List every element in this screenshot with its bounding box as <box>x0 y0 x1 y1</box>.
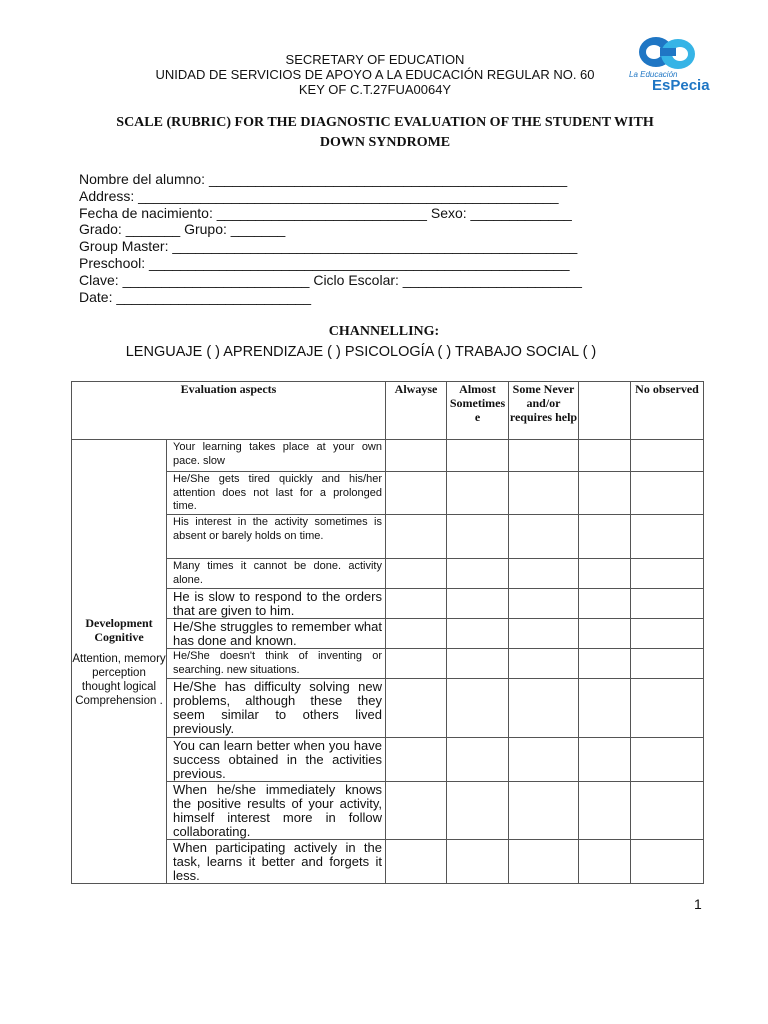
score-cell-never[interactable] <box>579 782 631 840</box>
table-row <box>72 472 704 515</box>
score-cell-almost[interactable] <box>447 679 509 738</box>
score-cell-almost[interactable] <box>447 472 509 515</box>
score-cell-never[interactable] <box>579 559 631 589</box>
field-address[interactable]: Address: ______________________________________________________ <box>79 187 559 204</box>
page-number: 1 <box>694 896 702 912</box>
header-no-observed: No observed <box>631 382 704 440</box>
score-cell-almost[interactable] <box>447 515 509 559</box>
table-row <box>72 679 704 738</box>
field-birthdate-sex[interactable]: Fecha de nacimiento: ___________________________ Sexo: _____________ <box>79 204 572 221</box>
table-row <box>72 559 704 589</box>
title-line-2: DOWN SYNDROME <box>319 135 451 150</box>
score-cell-almost[interactable] <box>447 589 509 619</box>
table-row <box>72 649 704 679</box>
score-cell-always[interactable] <box>386 515 447 559</box>
score-cell-some[interactable] <box>509 559 579 589</box>
field-group-master[interactable]: Group Master: ____________________________________________________ <box>79 238 578 255</box>
table-row <box>72 515 704 559</box>
score-cell-some[interactable] <box>509 589 579 619</box>
score-cell-almost[interactable] <box>447 559 509 589</box>
score-cell-always[interactable] <box>386 619 447 649</box>
aspect-text: Many times it cannot be done. activity alone. <box>167 559 386 589</box>
score-cell-no-observed[interactable] <box>631 782 704 840</box>
score-cell-no-observed[interactable] <box>631 738 704 782</box>
rubric-table <box>71 381 704 884</box>
field-clave-ciclo[interactable]: Clave: ________________________ Ciclo Escolar: _______________________ <box>79 271 582 288</box>
header-always: Alwayse <box>386 382 447 440</box>
logo-small-text: La Educación <box>629 70 678 79</box>
score-cell-always[interactable] <box>386 782 447 840</box>
score-cell-always[interactable] <box>386 589 447 619</box>
score-cell-no-observed[interactable] <box>631 679 704 738</box>
score-cell-almost[interactable] <box>447 840 509 884</box>
field-date[interactable]: Date: _________________________ <box>79 288 312 305</box>
score-cell-never[interactable] <box>579 589 631 619</box>
header-almost-sometimes: Almost Sometimes e <box>447 382 509 440</box>
score-cell-some[interactable] <box>509 515 579 559</box>
score-cell-always[interactable] <box>386 649 447 679</box>
score-cell-always[interactable] <box>386 679 447 738</box>
score-cell-no-observed[interactable] <box>631 440 704 472</box>
especial-logo-icon <box>624 30 710 96</box>
logo-big-text: EsPecial <box>652 77 710 94</box>
table-row <box>72 840 704 884</box>
score-cell-never[interactable] <box>579 840 631 884</box>
field-preschool[interactable]: Preschool: ______________________________________________________ <box>79 254 570 271</box>
aspect-text: When he/she immediately knows the positive results of your activity, himself interest more in follow collaborating. <box>167 782 386 840</box>
table-row <box>72 738 704 782</box>
score-cell-always[interactable] <box>386 472 447 515</box>
score-cell-almost[interactable] <box>447 440 509 472</box>
aspect-text: You can learn better when you have success obtained in the activities previous. <box>167 738 386 782</box>
header-never <box>579 382 631 440</box>
score-cell-no-observed[interactable] <box>631 559 704 589</box>
aspect-text: He/She gets tired quickly and his/her attention does not last for a prolonged time. <box>167 472 386 515</box>
header-some-requires-help: Some Never and/or requires help <box>509 382 579 440</box>
score-cell-always[interactable] <box>386 559 447 589</box>
score-cell-always[interactable] <box>386 840 447 884</box>
score-cell-never[interactable] <box>579 619 631 649</box>
table-row <box>72 440 704 472</box>
title-line-1: SCALE (RUBRIC) FOR THE DIAGNOSTIC EVALUATION OF THE STUDENT WITH <box>116 115 654 130</box>
score-cell-no-observed[interactable] <box>631 472 704 515</box>
score-cell-almost[interactable] <box>447 782 509 840</box>
score-cell-always[interactable] <box>386 738 447 782</box>
score-cell-some[interactable] <box>509 679 579 738</box>
aspect-text: He/She has difficulty solving new problems, although these they seem similar to others lived previously. <box>167 679 386 738</box>
score-cell-almost[interactable] <box>447 738 509 782</box>
score-cell-never[interactable] <box>579 472 631 515</box>
score-cell-some[interactable] <box>509 840 579 884</box>
category-cell <box>72 440 167 884</box>
score-cell-some[interactable] <box>509 738 579 782</box>
channelling-title: CHANNELLING: <box>328 324 440 339</box>
aspect-text: He/She struggles to remember what has done and known. <box>167 619 386 649</box>
header-line-3: KEY OF C.T.27FUA0064Y <box>298 82 452 97</box>
header-line-1: SECRETARY OF EDUCATION <box>285 52 465 67</box>
student-info-form <box>79 171 639 305</box>
score-cell-some[interactable] <box>509 472 579 515</box>
score-cell-no-observed[interactable] <box>631 840 704 884</box>
score-cell-never[interactable] <box>579 440 631 472</box>
header-line-2: UNIDAD DE SERVICIOS DE APOYO A LA EDUCACIÓN REGULAR NO. 60 <box>155 67 595 82</box>
score-cell-no-observed[interactable] <box>631 589 704 619</box>
document-title <box>80 113 690 153</box>
score-cell-some[interactable] <box>509 440 579 472</box>
score-cell-no-observed[interactable] <box>631 649 704 679</box>
aspect-text: Your learning takes place at your own pace. slow <box>167 440 386 472</box>
field-grade-group[interactable]: Grado: _______ Grupo: _______ <box>79 221 286 238</box>
score-cell-no-observed[interactable] <box>631 619 704 649</box>
score-cell-never[interactable] <box>579 649 631 679</box>
field-student-name[interactable]: Nombre del alumno: ______________________________________________ <box>79 171 568 187</box>
score-cell-never[interactable] <box>579 679 631 738</box>
aspect-text: He/She doesn't think of inventing or searching. new situations. <box>167 649 386 679</box>
category-subtitle: Attention, memory perception thought logical Comprehension . <box>72 652 166 707</box>
score-cell-some[interactable] <box>509 649 579 679</box>
channelling-options[interactable]: LENGUAJE ( ) APRENDIZAJE ( ) PSICOLOGÍA ( ) TRABAJO SOCIAL ( ) <box>125 344 597 360</box>
table-row <box>72 589 704 619</box>
table-header-row <box>72 382 704 440</box>
score-cell-some[interactable] <box>509 782 579 840</box>
score-cell-almost[interactable] <box>447 649 509 679</box>
category-title: Development Cognitive <box>85 615 153 644</box>
score-cell-always[interactable] <box>386 440 447 472</box>
score-cell-some[interactable] <box>509 619 579 649</box>
score-cell-never[interactable] <box>579 515 631 559</box>
table-row <box>72 619 704 649</box>
score-cell-no-observed[interactable] <box>631 515 704 559</box>
score-cell-almost[interactable] <box>447 619 509 649</box>
aspect-text: When participating actively in the task, learns it better and forgets it less. <box>167 840 386 884</box>
header-evaluation-aspects: Evaluation aspects <box>72 382 386 440</box>
document-header <box>120 52 630 97</box>
table-row <box>72 782 704 840</box>
aspect-text: His interest in the activity sometimes is absent or barely holds on time. <box>167 515 386 559</box>
score-cell-never[interactable] <box>579 738 631 782</box>
aspect-text: He is slow to respond to the orders that are given to him. <box>167 589 386 619</box>
